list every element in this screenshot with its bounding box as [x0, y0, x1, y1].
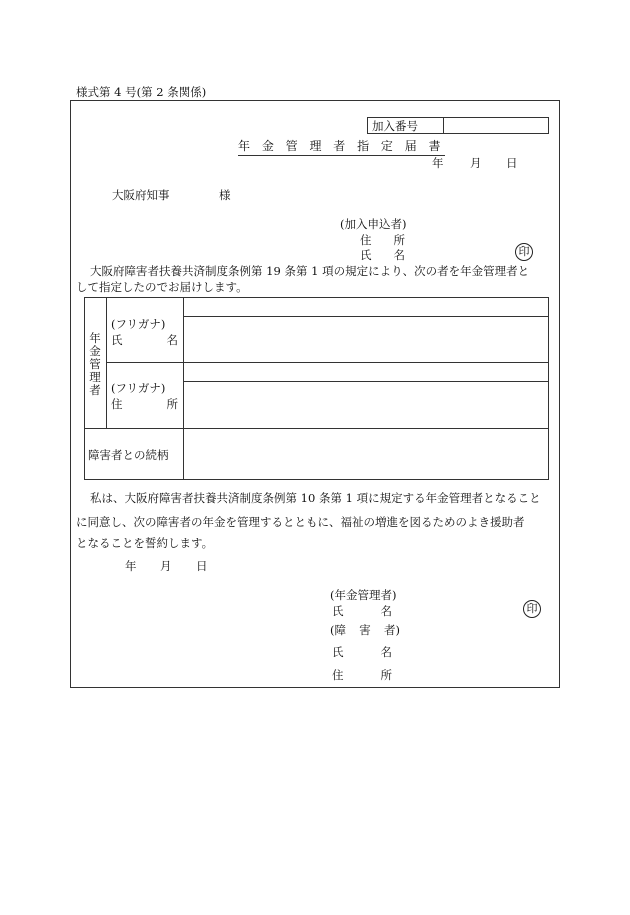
- applicant-name-label: [360, 247, 405, 263]
- furigana-label-address: (フリガナ): [111, 381, 166, 395]
- disabled-name-char: 氏: [332, 645, 344, 659]
- table-relation-line: [84, 428, 549, 429]
- manager-signature-name-label: [332, 603, 392, 619]
- furigana-label-name: (フリガナ): [111, 317, 166, 331]
- notice-line-2: して指定したのでお届けします。: [76, 280, 248, 294]
- membership-number-label: 加入番号: [372, 119, 418, 133]
- disabled-address-char: 所: [380, 668, 392, 682]
- form-title: 年 金 管 理 者 指 定 届 書: [238, 137, 445, 156]
- applicant-name-char: 氏: [360, 248, 372, 262]
- manager-seal-icon: 印: [523, 600, 541, 618]
- date-month-label: 月: [470, 156, 482, 170]
- applicant-seal-icon: 印: [515, 243, 533, 261]
- applicant-heading: (加入申込者): [340, 217, 407, 231]
- disabled-person-address-label: [332, 667, 392, 683]
- pledge-date-day: 日: [196, 559, 208, 573]
- manager-name-label: [111, 332, 178, 348]
- disabled-heading-char: 者): [384, 623, 400, 637]
- disabled-person-heading: [330, 622, 400, 638]
- form-number-label: 様式第 4 号(第 2 条関係): [76, 85, 207, 99]
- manager-address-label: [111, 396, 178, 412]
- side-label-char: 理: [89, 369, 101, 384]
- manager-name-char: 名: [166, 333, 178, 347]
- pledge-line-3: となることを誓約します。: [76, 536, 214, 550]
- table-furigana-row-line-2: [183, 381, 549, 382]
- date-day-label: 日: [506, 156, 518, 170]
- relation-field[interactable]: [186, 431, 546, 477]
- addressee-name: 大阪府知事: [112, 188, 170, 202]
- relation-label: 障害者との続柄: [88, 448, 169, 462]
- disabled-heading-char: 害: [359, 623, 371, 637]
- side-label-char: 管: [89, 356, 101, 371]
- pledge-line-2: に同意し、次の障害者の年金を管理するとともに、福祉の増進を図るためのよき援助者: [76, 515, 525, 529]
- signature-name-char: 氏: [332, 604, 344, 618]
- manager-address-char: 所: [166, 397, 178, 411]
- membership-number-field[interactable]: [448, 118, 546, 132]
- pledge-date-year: 年: [125, 559, 137, 573]
- pledge-line-1: 私は、大阪府障害者扶養共済制度条例第 10 条第 1 項に規定する年金管理者となること: [90, 491, 541, 505]
- table-furigana-row-line-1: [183, 316, 549, 317]
- date-year-label: 年: [432, 156, 444, 170]
- side-label-char: 年: [89, 330, 101, 345]
- manager-furigana-name-field[interactable]: [186, 299, 546, 314]
- disabled-person-name-label: [332, 644, 392, 660]
- applicant-address-char: 住: [360, 233, 372, 247]
- side-label-char: 金: [89, 343, 101, 358]
- addressee-honorific: 様: [219, 188, 231, 202]
- table-mid-line: [106, 362, 549, 363]
- signature-name-char: 名: [380, 604, 392, 618]
- applicant-name-char: 名: [393, 248, 405, 262]
- manager-address-field[interactable]: [186, 384, 546, 426]
- disabled-address-char: 住: [332, 668, 344, 682]
- manager-address-char: 住: [111, 397, 123, 411]
- pledge-date-month: 月: [160, 559, 172, 573]
- pension-manager-side-label: [84, 300, 106, 428]
- disabled-heading-char: (障: [330, 623, 346, 637]
- manager-name-field[interactable]: [186, 319, 546, 360]
- membership-number-divider: [443, 117, 444, 134]
- manager-signature-heading: (年金管理者): [330, 588, 397, 602]
- manager-furigana-address-field[interactable]: [186, 364, 546, 379]
- side-label-char: 者: [89, 382, 101, 397]
- table-divider-label: [183, 297, 184, 480]
- applicant-address-char: 所: [393, 233, 405, 247]
- applicant-address-label: [360, 232, 405, 248]
- manager-name-char: 氏: [111, 333, 123, 347]
- notice-line-1: 大阪府障害者扶養共済制度条例第 19 条第 1 項の規定により、次の者を年金管理者と: [90, 264, 530, 278]
- disabled-name-char: 名: [380, 645, 392, 659]
